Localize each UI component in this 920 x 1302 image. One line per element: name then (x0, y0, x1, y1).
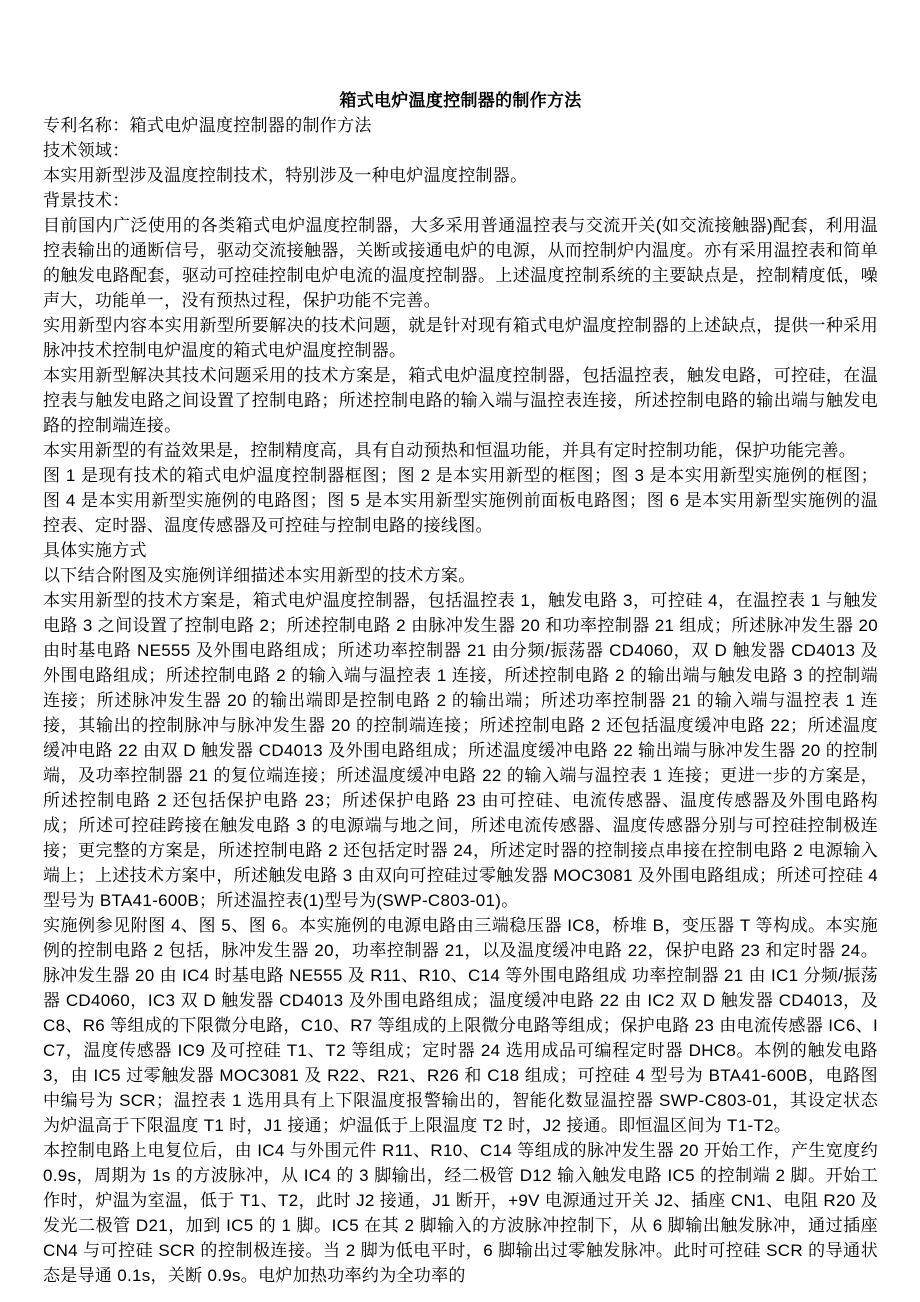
document-title: 箱式电炉温度控制器的制作方法 (339, 91, 582, 110)
paragraph-figure-descriptions: 图 1 是现有技术的箱式电炉温度控制器框图；图 2 是本实用新型的框图；图 3 是本实用新型实施例的框图；图 4 是本实用新型实施例的电路图；图 5 是本实用新型实施例前面板电路图；图 6 是本实用新型实施例的温控表、定时器、温度传感器及可控硅与控制电路的接线图。 (43, 466, 878, 535)
document-content (43, 88, 878, 1288)
heading-background-art: 背景技术： (43, 191, 130, 210)
heading-technical-field: 技术领域： (43, 141, 130, 160)
paragraph-implementation-intro: 以下结合附图及实施例详细描述本实用新型的技术方案。 (43, 566, 476, 585)
paragraph-patent-name: 专利名称：箱式电炉温度控制器的制作方法 (43, 116, 372, 135)
paragraph-technical-solution-summary: 本实用新型解决其技术问题采用的技术方案是，箱式电炉温度控制器，包括温控表，触发电路，可控硅，在温控表与触发电路之间设置了控制电路；所述控制电路的输入端与温控表连接，所述控制电路的输出端与触发电路的控制端连接。 (43, 366, 878, 435)
paragraph-utility-model-content: 实用新型内容本实用新型所要解决的技术问题，就是针对现有箱式电炉温度控制器的上述缺点，提供一种采用脉冲技术控制电炉温度的箱式电炉温度控制器。 (43, 316, 878, 360)
heading-detailed-implementation: 具体实施方式 (43, 541, 147, 560)
paragraph-embodiment-description: 实施例参见附图 4、图 5、图 6。本实施例的电源电路由三端稳压器 IC8，桥堆 B，变压器 T 等构成。本实施例的控制电路 2 包括，脉冲发生器 20，功率控制器 21，以及温度缓冲电路 22，保护电路 23 和定时器 24。脉冲发生器 20 由 IC4 时基电路 NE555 及 R11、R10、C14 等外围电路组成 功率控制器 21 由 IC1 分频/振荡器 CD4060，IC3 双 D 触发器 CD4013 及外围电路组成；温度缓冲电路 22 由 IC2 双 D 触发器 CD4013，及 C8、R6 等组成的下限微分电路，C10、R7 等组成的上限微分电路等组成；保护电路 23 由电流传感器 IC6、IC7，温度传感器 IC9 及可控硅 T1、T2 等组成；定时器 24 选用成品可编程定时器 DHC8。本例的触发电路 3，由 IC5 过零触发器 MOC3081 及 R22、R21、R26 和 C18 组成；可控硅 4 型号为 BTA41-600B，电路图中编号为 SCR；温控表 1 选用具有上下限温度报警输出的，智能化数显温控器 SWP-C803-01，其设定状态为炉温高于下限温度 T1 时，J1 接通；炉温低于上限温度 T2 时，J2 接通。即恒温区间为 T1-T2。 (43, 916, 878, 1135)
paragraph-circuit-operation: 本控制电路上电复位后，由 IC4 与外围元件 R11、R10、C14 等组成的脉冲发生器 20 开始工作，产生宽度约 0.9s，周期为 1s 的方波脉冲，从 IC4 的 3 脚输出，经二极管 D12 输入触发电路 IC5 的控制端 2 脚。开始工作时，炉温为室温，低于 T1、T2，此时 J2 接通，J1 断开，+9V 电源通过开关 J2、插座 CN1、电阻 R20 及发光二极管 D21，加到 IC5 的 1 脚。IC5 在其 2 脚输入的方波脉冲控制下，从 6 脚输出触发脉冲，通过插座 CN4 与可控硅 SCR 的控制极连接。当 2 脚为低电平时，6 脚输出过零触发脉冲。此时可控硅 SCR 的导通状态是导通 0.1s，关断 0.9s。电炉加热功率约为全功率的 (43, 1141, 878, 1285)
paragraph-technical-field: 本实用新型涉及温度控制技术，特别涉及一种电炉温度控制器。 (43, 166, 528, 185)
paragraph-beneficial-effects: 本实用新型的有益效果是，控制精度高，具有自动预热和恒温功能，并具有定时控制功能，保护功能完善。 (43, 441, 857, 460)
paragraph-background-art: 目前国内广泛使用的各类箱式电炉温度控制器，大多采用普通温控表与交流开关(如交流接触器)配套，利用温控表输出的通断信号，驱动交流接触器，关断或接通电炉的电源，从而控制炉内温度。亦有采用温控表和简单的触发电路配套，驱动可控硅控制电炉电流的温度控制器。上述温度控制系统的主要缺点是，控制精度低，噪声大，功能单一，没有预热过程，保护功能不完善。 (43, 216, 878, 310)
paragraph-detailed-technical-solution: 本实用新型的技术方案是，箱式电炉温度控制器，包括温控表 1，触发电路 3，可控硅 4，在温控表 1 与触发电路 3 之间设置了控制电路 2；所述控制电路 2 由脉冲发生器 20 和功率控制器 21 组成；所述脉冲发生器 20 由时基电路 NE555 及外围电路组成；所述功率控制器 21 由分频/振荡器 CD4060，双 D 触发器 CD4013 及外围电路组成；所述控制电路 2 的输入端与温控表 1 连接，所述控制电路 2 的输出端与触发电路 3 的控制端连接；所述脉冲发生器 20 的输出端即是控制电路 2 的输出端；所述功率控制器 21 的输入端与温控表 1 连接，其输出的控制脉冲与脉冲发生器 20 的控制端连接；所述控制电路 2 还包括温度缓冲电路 22；所述温度缓冲电路 22 由双 D 触发器 CD4013 及外围电路组成；所述温度缓冲电路 22 输出端与脉冲发生器 20 的控制端，及功率控制器 21 的复位端连接；所述温度缓冲电路 22 的输入端与温控表 1 连接；更进一步的方案是，所述控制电路 2 还包括保护电路 23；所述保护电路 23 由可控硅、电流传感器、温度传感器及外围电路构成；所述可控硅跨接在触发电路 3 的电源端与地之间，所述电流传感器、温度传感器分别与可控硅控制极连接；更完整的方案是，所述控制电路 2 还包括定时器 24，所述定时器的控制接点串接在控制电路 2 电源输入端上；上述技术方案中，所述触发电路 3 由双向可控硅过零触发器 MOC3081 及外围电路组成；所述可控硅 4 型号为 BTA41-600B；所述温控表(1)型号为(SWP-C803-01)。 (43, 591, 878, 910)
